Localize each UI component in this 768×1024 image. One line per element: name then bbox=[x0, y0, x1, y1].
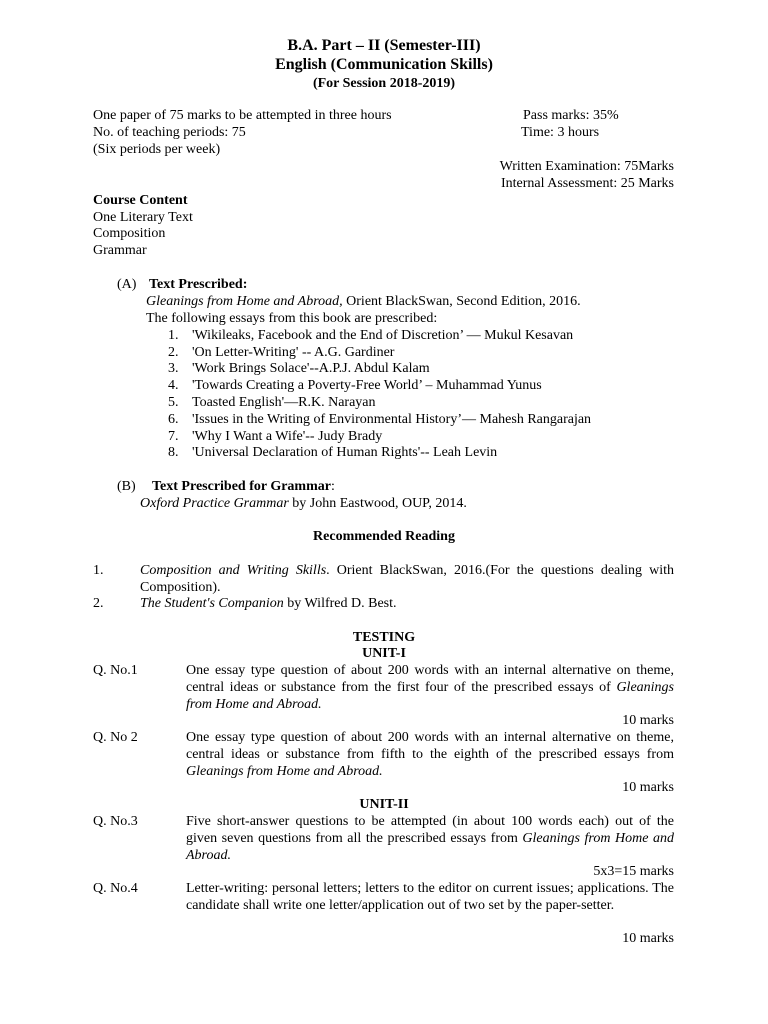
internal-assessment-marks: Internal Assessment: 25 Marks bbox=[500, 176, 674, 191]
question-text bbox=[186, 729, 674, 780]
testing-heading: TESTING bbox=[352, 630, 416, 645]
question-label: Q. No.1 bbox=[93, 663, 138, 678]
list-item-number: 8. bbox=[168, 445, 179, 460]
grammar-book-title: Oxford Practice Grammar bbox=[140, 496, 289, 511]
course-content-heading: Course Content bbox=[93, 193, 188, 208]
section-a-heading: Text Prescribed: bbox=[149, 277, 248, 292]
recommended-title: Composition and Writing Skills bbox=[140, 563, 327, 578]
list-item: 'Issues in the Writing of Environmental History’— Mahesh Rangarajan bbox=[192, 412, 592, 427]
question-marks: 5x3=15 marks bbox=[593, 864, 674, 879]
recommended-item bbox=[140, 595, 397, 612]
course-item: Grammar bbox=[93, 243, 147, 258]
book-publisher: Orient BlackSwan, Second Edition, 2016. bbox=[342, 294, 581, 309]
recommended-rest: . Orient BlackSwan, 2016.(For the questions dealing with Composition). bbox=[140, 563, 675, 595]
question-label: Q. No.3 bbox=[93, 814, 138, 829]
question-text bbox=[186, 880, 674, 914]
unit-2-heading: UNIT-II bbox=[359, 797, 409, 812]
section-b-colon: : bbox=[330, 479, 335, 494]
question-label: Q. No.4 bbox=[93, 881, 138, 896]
unit-1-heading: UNIT-I bbox=[362, 646, 406, 661]
list-item: 'Wikileaks, Facebook and the End of Discretion’ — Mukul Kesavan bbox=[192, 328, 574, 343]
course-item: Composition bbox=[93, 226, 166, 241]
periods-per-week: (Six periods per week) bbox=[93, 142, 221, 157]
doc-subtitle: English (Communication Skills) bbox=[275, 56, 493, 73]
pass-marks: Pass marks: 35% bbox=[523, 108, 619, 123]
course-item: One Literary Text bbox=[93, 210, 193, 225]
grammar-book-rest: by John Eastwood, OUP, 2014. bbox=[288, 496, 467, 511]
section-b-label: (B) bbox=[117, 479, 136, 494]
list-item-number: 5. bbox=[168, 395, 179, 410]
list-item: 'On Letter-Writing' -- A.G. Gardiner bbox=[192, 345, 395, 360]
teaching-periods: No. of teaching periods: 75 bbox=[93, 125, 246, 140]
question-body: One essay type question of about 200 words with an internal alternative on theme, central ideas or substance from the first four of the prescribed essays of bbox=[186, 663, 674, 695]
time-info: Time: 3 hours bbox=[521, 125, 600, 140]
doc-title: B.A. Part – II (Semester-III) bbox=[287, 37, 481, 54]
recommended-title: The Student's Companion bbox=[140, 596, 284, 611]
list-item-number: 2. bbox=[93, 596, 104, 611]
recommended-item bbox=[140, 562, 674, 596]
section-a-book bbox=[146, 293, 581, 310]
section-a-label: (A) bbox=[117, 277, 137, 292]
section-b-heading-line bbox=[152, 478, 335, 495]
doc-session: (For Session 2018-2019) bbox=[312, 76, 456, 91]
question-book-title: Gleanings from Home and Abroad. bbox=[186, 680, 674, 712]
question-body: Letter-writing: personal letters; letters to the editor on current issues; applications. The candidate shall write one letter/application out of two set by the paper-setter. bbox=[186, 881, 674, 913]
list-item-number: 1. bbox=[93, 563, 104, 578]
question-text bbox=[186, 662, 674, 713]
section-a-intro: The following essays from this book are prescribed: bbox=[146, 311, 438, 326]
question-body: One essay type question of about 200 words with an internal alternative on theme, central ideas or substance from fifth to the eighth of the prescribed essays from bbox=[186, 730, 674, 762]
question-marks: 10 marks bbox=[622, 780, 674, 795]
recommended-rest: by Wilfred D. Best. bbox=[283, 596, 397, 611]
section-b-heading: Text Prescribed for Grammar bbox=[152, 479, 331, 494]
list-item-number: 6. bbox=[168, 412, 179, 427]
list-item: 'Why I Want a Wife'-- Judy Brady bbox=[192, 429, 383, 444]
question-label: Q. No 2 bbox=[93, 730, 138, 745]
book-title: Gleanings from Home and Abroad, bbox=[146, 294, 343, 309]
question-marks: 10 marks bbox=[622, 713, 674, 728]
section-b-book bbox=[140, 495, 467, 512]
question-marks: 10 marks bbox=[622, 931, 674, 946]
list-item-number: 1. bbox=[168, 328, 179, 343]
list-item-number: 3. bbox=[168, 361, 179, 376]
list-item: Toasted English'—R.K. Narayan bbox=[192, 395, 376, 410]
list-item-number: 2. bbox=[168, 345, 179, 360]
question-text bbox=[186, 813, 674, 864]
list-item-number: 7. bbox=[168, 429, 179, 444]
written-exam-marks: Written Examination: 75Marks bbox=[499, 159, 674, 174]
question-body: Five short-answer questions to be attempted (in about 100 words each) out of the given seven questions from all the prescribed essays from bbox=[186, 814, 674, 846]
list-item: 'Towards Creating a Poverty-Free World’ – Muhammad Yunus bbox=[192, 378, 542, 393]
list-item: 'Work Brings Solace'--A.P.J. Abdul Kalam bbox=[192, 361, 430, 376]
recommended-reading-heading: Recommended Reading bbox=[313, 529, 455, 544]
question-book-title: Gleanings from Home and Abroad. bbox=[186, 831, 674, 863]
list-item: 'Universal Declaration of Human Rights'-- Leah Levin bbox=[192, 445, 498, 460]
question-book-title: Gleanings from Home and Abroad. bbox=[186, 764, 383, 779]
list-item-number: 4. bbox=[168, 378, 179, 393]
paper-info: One paper of 75 marks to be attempted in three hours bbox=[93, 108, 392, 123]
